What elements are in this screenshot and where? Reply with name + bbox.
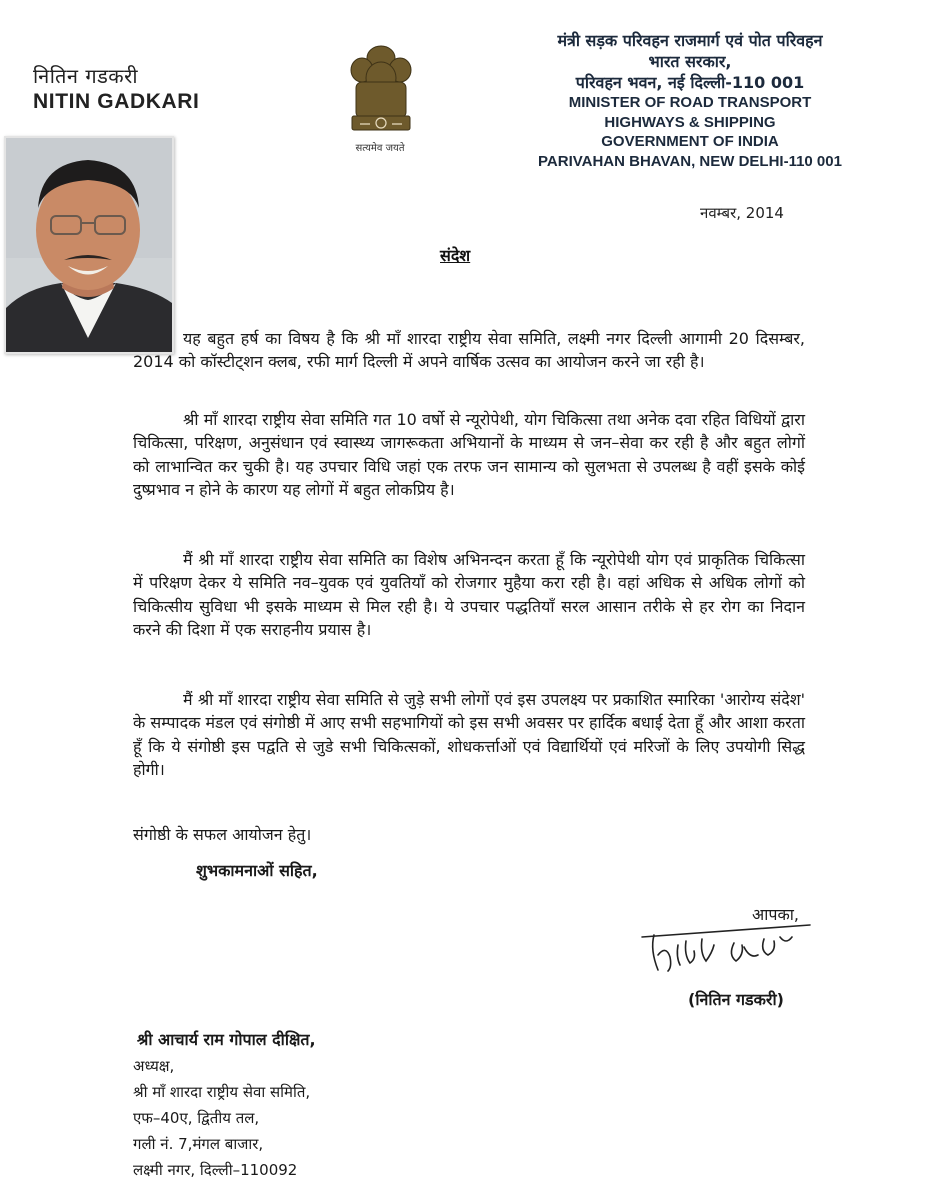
minister-photo	[4, 136, 174, 354]
letter-date: नवम्बर, 2014	[700, 204, 784, 222]
emblem-motto: सत्यमेव जयते	[355, 143, 405, 154]
recipient-line: एफ–40ए, द्वितीय तल,	[133, 1109, 260, 1127]
closing-line: संगोष्ठी के सफल आयोजन हेतु।	[133, 825, 312, 844]
body-paragraph: श्री माँ शारदा राष्ट्रीय सेवा समिति गत 10 वर्षो से न्यूरोपेथी, योग चिकित्सा तथा अनेक दवा रहित विधियों द्वारा चिकित्सा, परिक्षण, अनुसंधान एवं स्वास्थ्य जागरूकता अभियानों के माध्यम से जन–सेवा कर रही है और बहुत लोगों को लाभान्वित कर चुकी है। यह उपचार विधि जहां एक तरफ जन सामान्य को सुलभता से उपलब्ध है वहीं इसके कोई दुष्प्रभाव न होने के कारण यह लोगों में बहुत लोकप्रिय है।	[133, 410, 805, 500]
recipient-line: लक्ष्मी नगर, दिल्ली–110092	[133, 1161, 298, 1179]
office-line-hindi: भारत सरकार,	[648, 52, 732, 71]
recipient-line: गली नं. 7,मंगल बाजार,	[133, 1135, 264, 1153]
recipient-line: श्री माँ शारदा राष्ट्रीय सेवा समिति,	[133, 1083, 311, 1101]
office-line-english: MINISTER OF ROAD TRANSPORT	[568, 94, 812, 111]
signer-name: (नितिन गडकरी)	[688, 990, 784, 1009]
office-line-hindi: मंत्री सड़क परिवहन राजमार्ग एवं पोत परिवहन	[557, 31, 823, 50]
wishes-line: शुभकामनाओं सहित,	[196, 861, 318, 880]
office-line-english: HIGHWAYS & SHIPPING	[604, 113, 776, 131]
recipient-line: अध्यक्ष,	[133, 1057, 175, 1075]
handwritten-signature	[640, 915, 820, 980]
office-line-english: GOVERNMENT OF INDIA	[601, 133, 779, 150]
recipient-name: श्री आचार्य राम गोपाल दीक्षित,	[137, 1030, 316, 1049]
minister-name-hindi: नितिन गडकरी	[33, 64, 138, 88]
letter-subject: संदेश	[440, 246, 471, 265]
yours-line: आपका,	[752, 905, 799, 924]
minister-name-english: NITIN GADKARI	[33, 90, 200, 113]
office-address-block	[470, 30, 910, 171]
recipient-address	[133, 1027, 316, 1183]
body-paragraph: यह बहुत हर्ष का विषय है कि श्री माँ शारदा राष्ट्रीय सेवा समिति, लक्ष्मी नगर दिल्ली आगामी 20 दिसम्बर, 2014 को कॉस्टीट्शन क्लब, रफी मार्ग दिल्ली में अपने वार्षिक उत्सव का आयोजन करने जा रही है।	[133, 329, 805, 372]
office-line-hindi: परिवहन भवन, नई दिल्ली-110 001	[575, 73, 805, 92]
body-paragraph: मैं श्री माँ शारदा राष्ट्रीय सेवा समिति से जुड़े सभी लोगों एवं इस उपलक्ष्य पर प्रकाशित स्मारिका 'आरोग्य संदेश' के सम्पादक मंडल एवं संगोष्ठी में आए सभी सहभागियों को इस सभी अवसर पर हार्दिक बधाई देता हूँ और आशा करता हूँ कि ये संगोष्ठी इस पद्वति से जुडे सभी चिकित्सकों, शोधकर्त्ताओं एवं विद्यार्थियों एवं मरिजों के लिए उपयोगी सिद्ध होगी।	[133, 690, 805, 780]
office-line-english: PARIVAHAN BHAVAN, NEW DELHI-110 001	[538, 152, 842, 170]
body-paragraph: मैं श्री माँ शारदा राष्ट्रीय सेवा समिति का विशेष अभिनन्दन करता हूँ कि न्यूरोपेथी योग एवं प्राकृतिक चिकित्सा में परिक्षण देकर ये समिति नव–युवक एवं युवतियाँ को रोजगार मुहैया करा रही है। वहां अधिक से अधिक लोगों को चिकित्सीय सुविधा भी इसके माध्यम से मिल रही है। ये उपचार पद्धतियाँ सरल आसान तरीके से हर रोग का निदान करने की दिशा में एक सराहनीय प्रयास है।	[133, 550, 805, 640]
